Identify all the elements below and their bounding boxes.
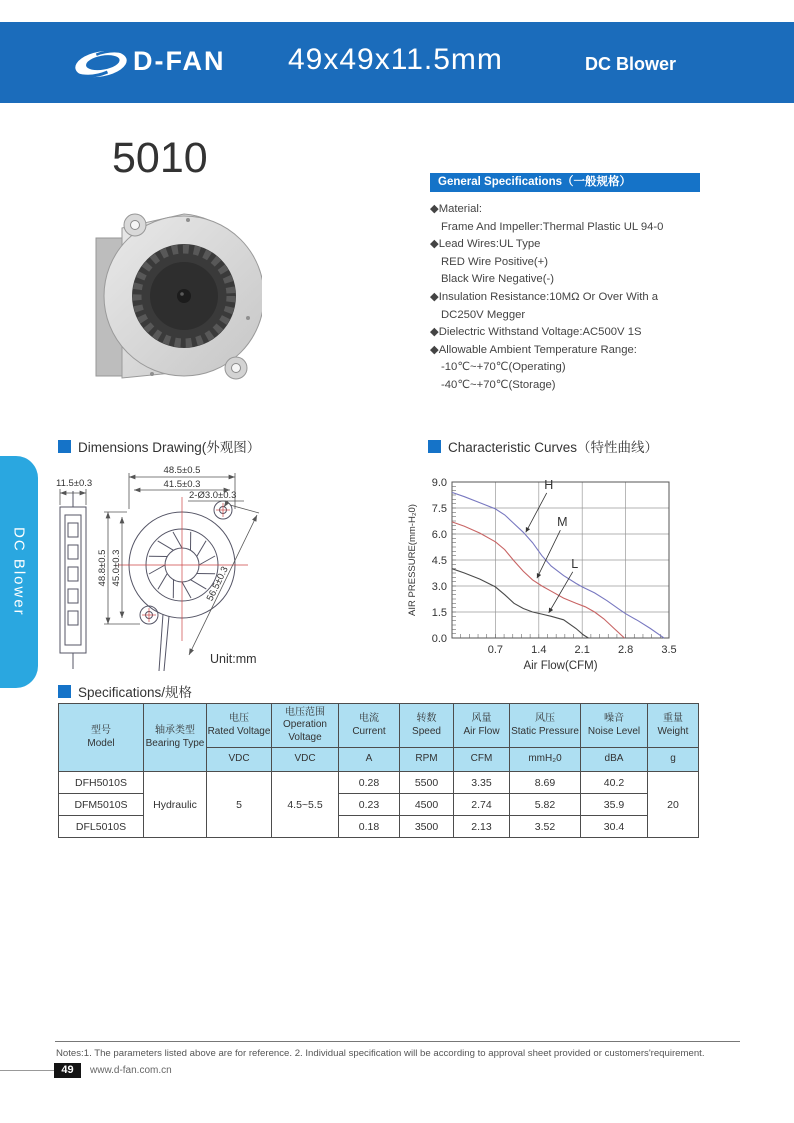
dimensions-drawing [52, 463, 392, 685]
spec-line: Frame And Impeller:Thermal Plastic UL 94-0 [441, 220, 664, 233]
cell-noise: 40.2 [581, 772, 648, 794]
curves-section-title [428, 436, 658, 456]
cell-static-pressure: 5.82 [510, 794, 581, 816]
unit-mmh2o: mmH₂0 [510, 748, 581, 772]
svg-text:3.0: 3.0 [431, 581, 447, 593]
col-noise: 噪音 Noise Level [581, 704, 648, 748]
col-static-pressure: 风压 Static Pressure [510, 704, 581, 748]
cell-air-flow: 3.35 [454, 772, 510, 794]
spec-line: ◆Allowable Ambient Temperature Range: [430, 343, 637, 356]
page-number-badge: 49 [54, 1063, 81, 1078]
svg-text:1.5: 1.5 [431, 607, 447, 619]
specs-title-text: Specifications/规格 [78, 685, 193, 700]
section-bullet-icon [428, 440, 441, 453]
spec-line: ◆Dielectric Withstand Voltage:AC500V 1S [430, 326, 642, 339]
cell-model: DFL5010S [59, 816, 144, 838]
product-category: DC Blower [585, 54, 677, 74]
col-current: 电流 Current [339, 704, 400, 748]
sidebar-tab-dc-blower [0, 456, 38, 688]
svg-text:9.0: 9.0 [431, 477, 447, 489]
svg-text:4.5: 4.5 [431, 555, 447, 567]
cell-bearing: Hydraulic [144, 772, 207, 838]
sidebar-tab-label: DC Blower [10, 527, 28, 617]
cell-speed: 5500 [400, 772, 454, 794]
cell-current: 0.23 [339, 794, 400, 816]
dim-diagonal-label: 56.5±0.3 [204, 564, 231, 603]
unit-a: A [339, 748, 400, 772]
section-bullet-icon [58, 685, 71, 698]
spec-line: ◆Lead Wires:UL Type [430, 238, 541, 251]
cell-current: 0.28 [339, 772, 400, 794]
page-title-size: 49x49x11.5mm [288, 43, 503, 76]
product-image [84, 198, 262, 394]
cell-static-pressure: 3.52 [510, 816, 581, 838]
dim-holes-label: 2-Ø3.0±0.3 [189, 490, 237, 501]
spec-line: DC250V Megger [441, 308, 526, 321]
svg-text:0.0: 0.0 [431, 633, 447, 645]
svg-text:Air Flow(CFM): Air Flow(CFM) [523, 660, 598, 672]
general-specs-list [430, 201, 730, 395]
dim-depth-label: 11.5±0.3 [56, 478, 93, 489]
cell-noise: 30.4 [581, 816, 648, 838]
footer-divider [55, 1041, 740, 1042]
svg-text:7.5: 7.5 [431, 503, 447, 515]
cell-speed: 4500 [400, 794, 454, 816]
spec-line: ◆Material: [430, 203, 483, 215]
svg-text:6.0: 6.0 [431, 529, 447, 541]
page-number-line [0, 1070, 54, 1071]
col-rated-voltage: 电压 Rated Voltage [207, 704, 272, 748]
footer-notes: Notes:1. The parameters listed above are for reference. 2. Individual specification will be according to approval sheet provided or customers'requirement. [56, 1048, 705, 1059]
characteristic-curves-chart [404, 468, 724, 676]
unit-rpm: RPM [400, 748, 454, 772]
dim-height-label: 48.8±0.5 [97, 549, 108, 587]
dim-width-label: 48.5±0.5 [163, 465, 201, 476]
general-specs-title: General Specifications（一般规格） [430, 173, 700, 192]
col-weight: 重量 Weight [648, 704, 699, 748]
dimensions-title-text: Dimensions Drawing(外观图） [78, 440, 261, 455]
brand-name: D-FAN [133, 46, 226, 76]
unit-vdc: VDC [207, 748, 272, 772]
col-air-flow: 风量 Air Flow [454, 704, 510, 748]
dim-inner-width-label: 41.5±0.3 [163, 479, 201, 490]
general-specifications-section [430, 173, 730, 395]
website-url: www.d-fan.com.cn [90, 1065, 172, 1076]
cell-operation-voltage: 4.5~5.5 [272, 772, 339, 838]
svg-text:2.1: 2.1 [574, 644, 590, 656]
dim-inner-height-label: 45.0±0.3 [111, 549, 122, 587]
cell-noise: 35.9 [581, 794, 648, 816]
header-bar [0, 22, 794, 103]
unit-dba: dBA [581, 748, 648, 772]
svg-text:AIR PRESSURE(mm-H₂0): AIR PRESSURE(mm-H₂0) [407, 504, 418, 616]
spec-line: RED Wire Positive(+) [441, 255, 549, 268]
col-model: 型号 Model [59, 704, 144, 772]
cell-weight: 20 [648, 772, 699, 838]
svg-text:2.8: 2.8 [617, 644, 634, 656]
spec-line: -10℃~+70℃(Operating) [441, 361, 566, 374]
cell-current: 0.18 [339, 816, 400, 838]
col-bearing: 轴承类型 Bearing Type [144, 704, 207, 772]
cell-speed: 3500 [400, 816, 454, 838]
svg-text:L: L [571, 556, 579, 571]
cell-static-pressure: 8.69 [510, 772, 581, 794]
cell-model: DFM5010S [59, 794, 144, 816]
specifications-table [58, 703, 699, 838]
col-speed: 转数 Speed [400, 704, 454, 748]
svg-text:1.4: 1.4 [531, 644, 547, 656]
spec-line: ◆Insulation Resistance:10MΩ Or Over With a [430, 290, 659, 303]
unit-vdc: VDC [272, 748, 339, 772]
table-header-row [59, 704, 699, 748]
spec-line: -40℃~+70℃(Storage) [441, 378, 556, 391]
svg-text:H: H [544, 477, 554, 492]
curves-title-text: Characteristic Curves（特性曲线） [448, 440, 659, 455]
cell-air-flow: 2.13 [454, 816, 510, 838]
cell-rated-voltage: 5 [207, 772, 272, 838]
col-operation-voltage: 电压范围 Operation Voltage [272, 704, 339, 748]
dimensions-section-title [58, 436, 260, 456]
svg-text:3.5: 3.5 [661, 644, 677, 656]
unit-label: Unit:mm [210, 652, 257, 666]
svg-text:0.7: 0.7 [487, 644, 504, 656]
model-number: 5010 [112, 134, 208, 182]
spec-line: Black Wire Negative(-) [441, 273, 554, 286]
section-bullet-icon [58, 440, 71, 453]
svg-text:M: M [557, 515, 568, 530]
cell-air-flow: 2.74 [454, 794, 510, 816]
dfan-logo-icon [72, 44, 130, 84]
unit-cfm: CFM [454, 748, 510, 772]
table-row [59, 772, 699, 794]
unit-g: g [648, 748, 699, 772]
cell-model: DFH5010S [59, 772, 144, 794]
